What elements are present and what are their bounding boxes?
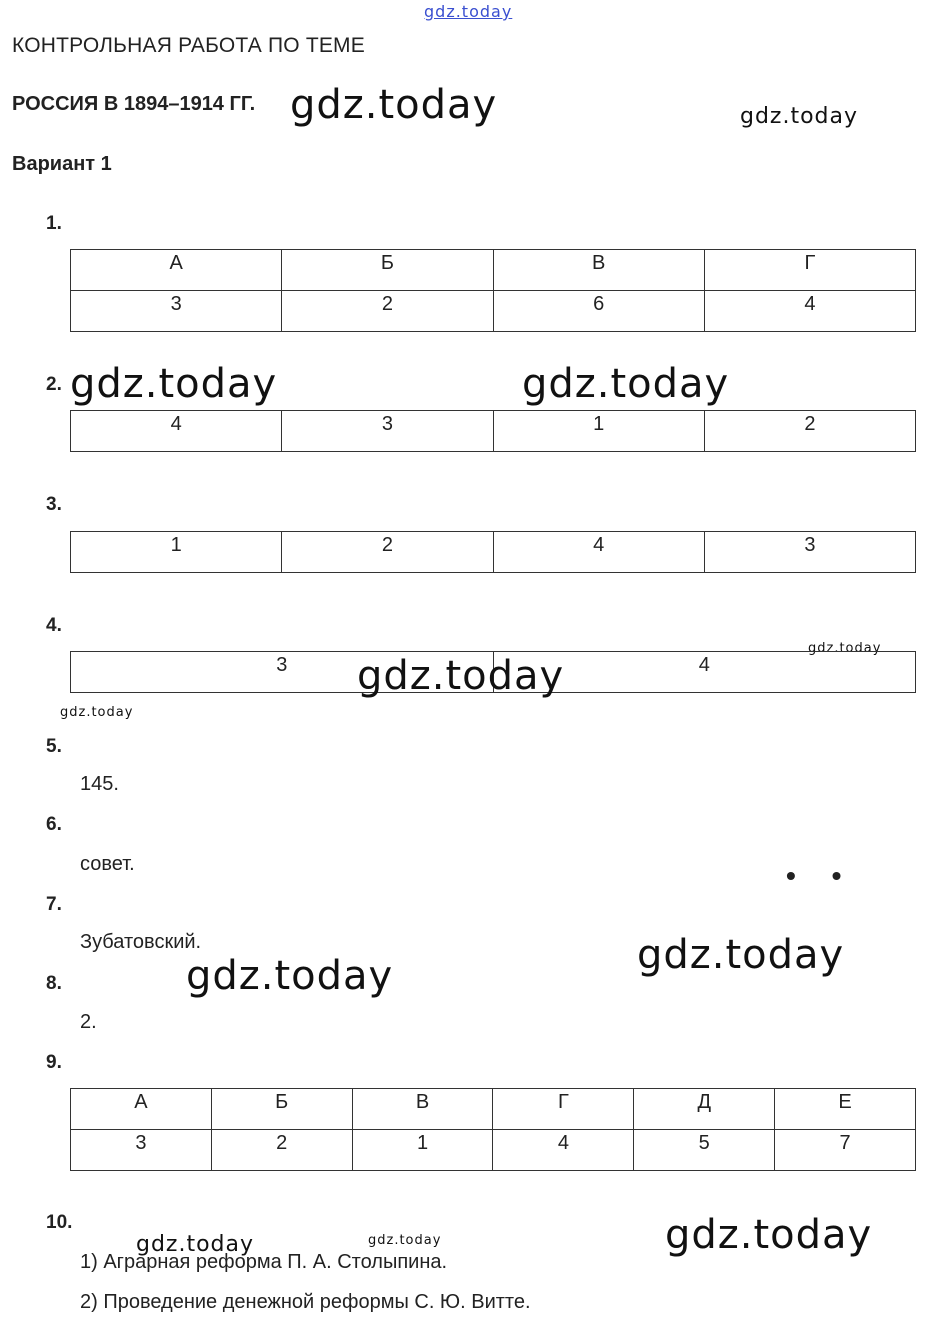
table-cell: 5 [634,1130,775,1171]
table-cell: 4 [704,291,915,332]
watermark: gdz.today [357,653,565,699]
table-cell: 6 [493,291,704,332]
table-cell: 1 [352,1130,493,1171]
decorative-dots: • • [786,860,856,891]
table-header-cell: А [71,250,282,291]
table-cell: 4 [493,532,704,573]
table-cell: 3 [71,291,282,332]
watermark: gdz.today [522,361,730,407]
table-header-row [71,1089,916,1130]
document-title: РОССИЯ В 1894–1914 ГГ. [12,93,256,115]
answer-text: 2. [80,1011,97,1033]
table-cell: 3 [704,532,915,573]
watermark: gdz.today [70,361,278,407]
table-row [71,1130,916,1171]
watermark: gdz.today [740,104,859,129]
table-cell: 2 [704,411,915,452]
table-header-cell: Д [634,1089,775,1130]
watermark: gdz.today [136,1232,255,1257]
watermark: gdz.today [808,641,882,656]
question-number: 1. [46,213,62,234]
watermark: gdz.today [368,1233,442,1248]
question-number: 2. [46,374,62,395]
answer-line: 1) Аграрная реформа П. А. Столыпина. [80,1251,448,1273]
watermark: gdz.today [60,705,134,720]
question-number: 9. [46,1052,62,1073]
table-cell: 1 [493,411,704,452]
variant-label: Вариант 1 [12,153,112,175]
table-header-cell: Е [775,1089,916,1130]
document-topic-line: КОНТРОЛЬНАЯ РАБОТА ПО ТЕМЕ [12,34,365,57]
table-header-cell: В [493,250,704,291]
answer-line: 2) Проведение денежной реформы С. Ю. Витте. [80,1291,531,1313]
table-header-cell: В [352,1089,493,1130]
question-number: 10. [46,1212,73,1233]
table-header-cell: Г [493,1089,634,1130]
table-row [71,411,916,452]
watermark: gdz.today [290,82,498,128]
answer-text: Зубатовский. [80,931,202,953]
table-cell: 7 [775,1130,916,1171]
watermark: gdz.today [424,2,513,21]
question-number: 6. [46,814,62,835]
watermark: gdz.today [186,953,394,999]
table-header-cell: Г [704,250,915,291]
answer-table [70,531,916,573]
table-cell: 4 [71,411,282,452]
answer-text: совет. [80,853,135,875]
table-cell: 4 [493,652,916,693]
table-cell: 2 [282,532,493,573]
table-cell: 3 [71,652,494,693]
table-cell: 3 [71,1130,212,1171]
answer-table [70,249,916,332]
watermark: gdz.today [665,1212,873,1258]
table-header-cell: Б [282,250,493,291]
table-cell: 4 [493,1130,634,1171]
table-row [71,532,916,573]
answer-table [70,1088,916,1171]
watermark: gdz.today [637,932,845,978]
question-number: 8. [46,973,62,994]
question-number: 3. [46,494,62,515]
question-number: 4. [46,615,62,636]
table-cell: 2 [211,1130,352,1171]
table-header-cell: А [71,1089,212,1130]
table-row [71,291,916,332]
table-cell: 3 [282,411,493,452]
table-cell: 2 [282,291,493,332]
table-cell: 1 [71,532,282,573]
question-number: 7. [46,894,62,915]
answer-text: 145. [80,773,119,795]
question-number: 5. [46,736,62,757]
table-header-row [71,250,916,291]
table-header-cell: Б [211,1089,352,1130]
answer-table [70,410,916,452]
